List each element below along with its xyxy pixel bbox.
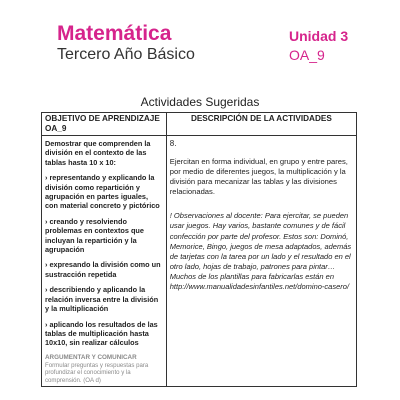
objectives-cell [42,136,167,387]
objective-item: › expresando la división como un sustracción repetida [45,260,161,279]
activity-number: 8. [169,139,177,148]
objective-item: › describiendo y aplicando la relación inversa entre la división y la multiplicación [45,285,159,314]
objective-item: › creando y resolviendo problemas en contextos que incluyan la repartición y la agrupación [45,216,144,255]
table-header-row [42,113,357,136]
objective-intro: Demostrar que comprenden la división en el contexto de las tablas hasta 10 x 10: [45,139,151,167]
teacher-note: ! Observaciones al docente: Para ejercitar, se pueden usar juegos. Hay varios, bastante comunes y de fácil confección por parte del profesor. Estos son: Dominó, Memorice, Bingo, juegos de mesa adaptados, además de tarjetas con la tarea por un lado y el resultado en el otro lado, hojas de trabajo, patrones para pintar… Muchos de los plantillas para fabricarlas están en http://www.manualidadesinfantiles.net/domino-casero/ [169,211,352,292]
description-cell [166,136,356,387]
unit-label: Unidad 3 [289,28,349,44]
objective-column-header: OBJETIVO DE APRENDIZAJE OA_9 [42,113,167,136]
activity-description: Ejercitan en forma individual, en grupo y entre pares, por medio de diferentes juegos, la multiplicación y la división para mecanizar las tablas y las divisiones relacionadas. [169,157,348,197]
objective-item: › representando y explicando la división como repartición y agrupación en partes iguales, con material concreto y pictórico [45,173,160,211]
section-title: Actividades Sugeridas [140,95,260,109]
page-header [0,0,400,70]
skill-text: Formular preguntas y respuestas para profundizar el conocimiento y la comprensión. (OA d) [45,361,149,384]
objective-code: OA_9 [289,47,325,63]
table-row [42,136,357,387]
objective-item: › aplicando los resultados de las tablas de multiplicación hasta 10x10, sin realizar cálculos [45,319,158,348]
grade-level: Tercero Año Básico [57,46,195,63]
skill-heading: ARGUMENTAR Y COMUNICAR [45,353,137,361]
subject-title: Matemática [57,22,172,45]
description-column-header: DESCRIPCIÓN DE LA ACTIVIDADES [166,113,356,136]
activities-table [41,112,357,387]
